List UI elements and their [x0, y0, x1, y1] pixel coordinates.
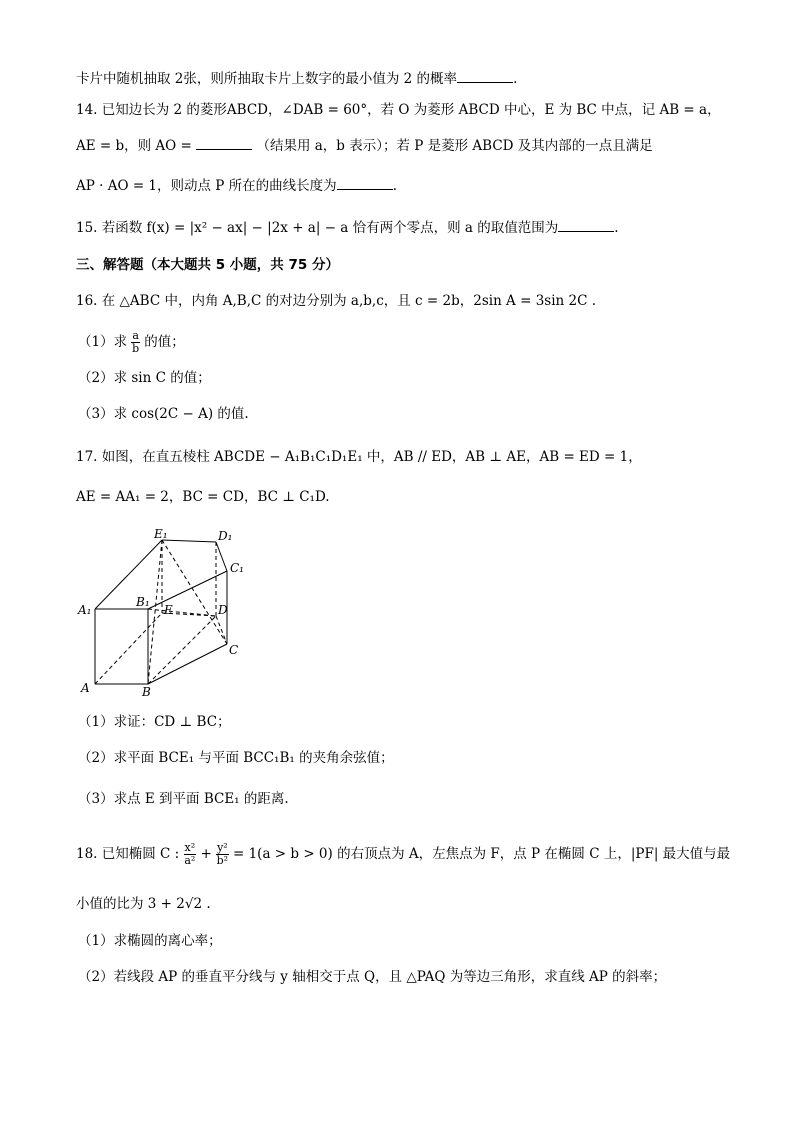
question-18-part2: （2）若线段 AP 的垂直平分线与 y 轴相交于点 Q，且 △PAQ 为等边三角形，求直线 AP 的斜率； — [78, 969, 667, 985]
question-14: 14. 已知边长为 2 的菱形ABCD，∠DAB = 60°，若 O 为菱形 ABCD 中心，E 为 BC 中点，记 AB = a， — [76, 102, 721, 118]
label-A1: A₁ — [78, 603, 92, 617]
fraction-y2-over-b2: $\frac{\text{y²}}{\text{b²}}$ — [216, 841, 229, 867]
question-17-part3: （3）求点 E 到平面 BCE₁ 的距离. — [78, 791, 289, 807]
question-18-part1: （1）求椭圆的离心率； — [78, 933, 222, 949]
question-17-part2: （2）求平面 BCE₁ 与平面 BCC₁B₁ 的夹角余弦值； — [78, 750, 394, 766]
answer-blank — [457, 70, 513, 83]
label-E: E — [164, 603, 173, 617]
label-B: B — [142, 685, 151, 699]
label-D1: D₁ — [218, 529, 233, 543]
question-18-line2: 小值的比为 3 + 2√2 . — [76, 896, 211, 912]
text-line: 卡片中随机抽取 2张，则所抽取卡片上数字的最小值为 2 的概率 . — [76, 71, 518, 87]
question-17: 17. 如图，在直五棱柱 ABCDE − A₁B₁C₁D₁E₁ 中，AB // ED，AB ⊥ AE，AB = ED = 1， — [76, 449, 642, 465]
label-E1: E₁ — [154, 527, 168, 541]
question-14-line3: AP · AO = 1，则动点 P 所在的曲线长度为 . — [76, 178, 397, 194]
label-B1: B₁ — [136, 595, 150, 609]
question-16-part3: （3）求 cos(2C − A) 的值. — [78, 406, 249, 422]
fraction-x2-over-a2: $\frac{\text{x²}}{\text{a²}}$ — [184, 841, 196, 867]
label-D: D — [218, 603, 228, 617]
question-16: 16. 在 △ABC 中，内角 A,B,C 的对边分别为 a,b,c，且 c = 2b，2sin A = 3sin 2C . — [76, 293, 597, 309]
answer-blank — [558, 219, 614, 232]
question-14-line2: AE = b，则 AO = （结果用 a，b 表示）；若 P 是菱形 ABCD 及其内部的一点且满足 — [76, 138, 653, 154]
label-C: C — [229, 643, 239, 657]
question-16-part2: （2）求 sin C 的值； — [78, 370, 211, 386]
answer-blank — [196, 137, 252, 150]
section-heading: 三、解答题（本大题共 5 小题，共 75 分） — [76, 257, 339, 273]
fraction-a-over-b: $\frac{a}{b}$ — [132, 329, 140, 355]
question-16-part1: （1）求 $\frac{a}{b}$ 的值； — [78, 329, 185, 355]
question-15: 15. 若函数 f(x) = |x² − ax| − |2x + a| − a 恰有两个零点，则 a 的取值范围为 . — [76, 220, 619, 236]
prism-figure — [76, 526, 256, 706]
question-18: 18. 已知椭圆 C : $\frac{\text{x²}}{\text{a²}}$ + $\frac{\text{y²}}{\text{b²}}$ = 1(a > b > 0) 的右顶点为 A，左焦点为 F，点 P 在椭圆 C 上，|PF| 最大值与最 — [76, 841, 731, 867]
label-A: A — [81, 681, 90, 695]
question-17-part1: （1）求证：CD ⊥ BC； — [78, 714, 231, 730]
label-C1: C₁ — [230, 561, 244, 575]
answer-blank — [337, 177, 393, 190]
question-17-line2: AE = AA₁ = 2，BC = CD，BC ⊥ C₁D. — [76, 489, 330, 505]
